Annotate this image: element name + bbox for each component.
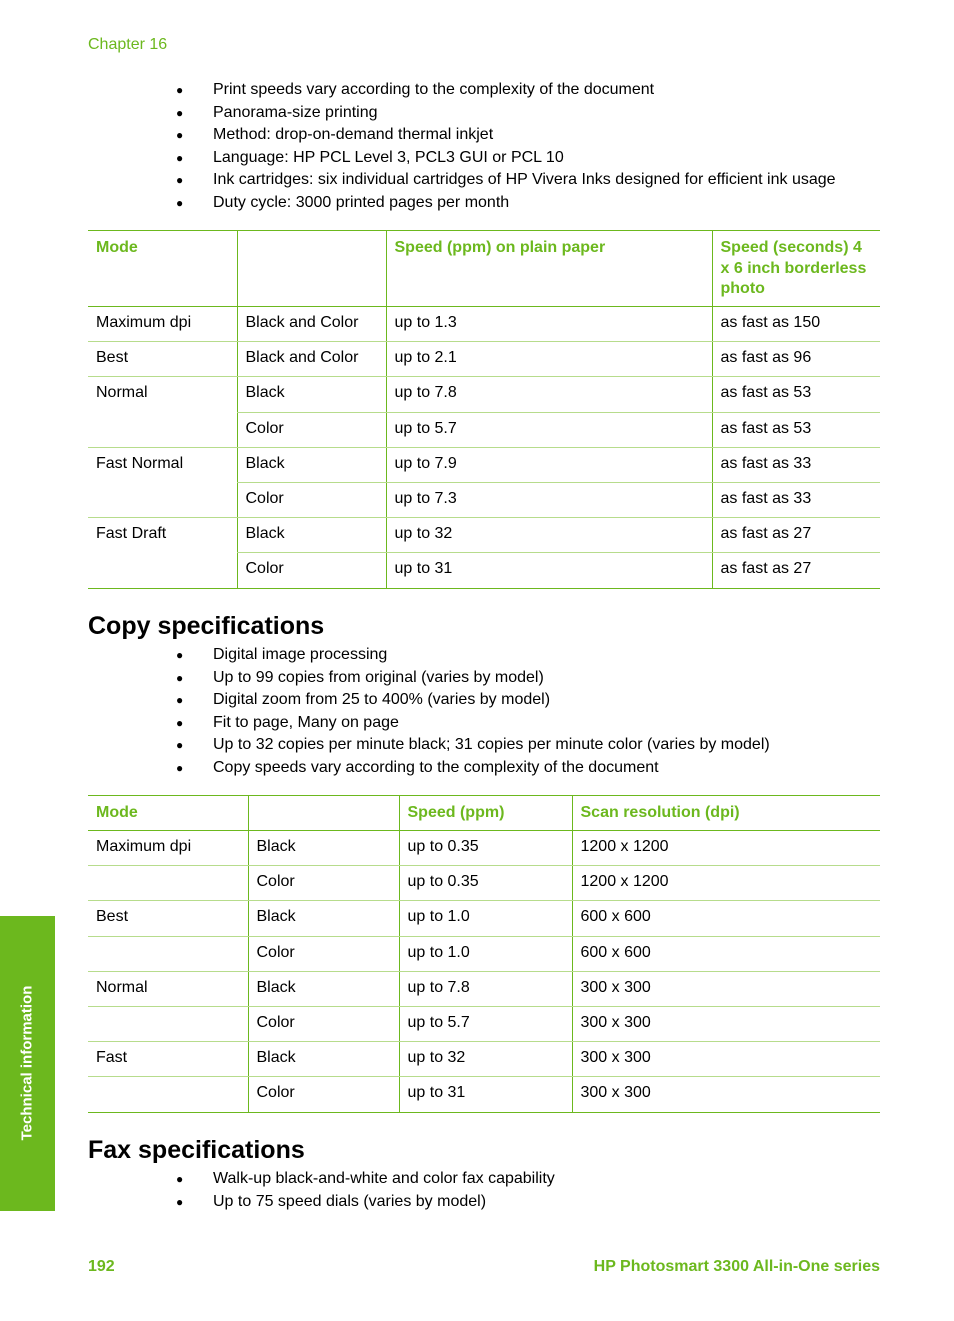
list-item: ● Print speeds vary according to the complexity of the document bbox=[88, 79, 836, 102]
table-cell: up to 32 bbox=[399, 1042, 572, 1077]
table-header-row bbox=[88, 796, 880, 831]
table-row bbox=[88, 412, 880, 447]
list-item: ● Digital image processing bbox=[88, 644, 770, 667]
column-header: Mode bbox=[88, 231, 237, 307]
table-cell: 1200 x 1200 bbox=[572, 866, 880, 901]
list-item: ● Up to 75 speed dials (varies by model) bbox=[88, 1191, 555, 1214]
table-cell: up to 2.1 bbox=[386, 342, 712, 377]
table-cell: Black bbox=[237, 377, 386, 412]
table-cell: as fast as 33 bbox=[712, 482, 880, 517]
table-cell: Black bbox=[248, 971, 399, 1006]
table-cell: up to 31 bbox=[399, 1077, 572, 1112]
table-row bbox=[88, 866, 880, 901]
table-cell: up to 31 bbox=[386, 553, 712, 588]
table-cell: up to 1.3 bbox=[386, 307, 712, 342]
table-cell: as fast as 33 bbox=[712, 447, 880, 482]
table-cell: up to 1.0 bbox=[399, 901, 572, 936]
table-cell: up to 7.9 bbox=[386, 447, 712, 482]
table-cell: Normal bbox=[96, 384, 148, 402]
table-cell: 600 x 600 bbox=[572, 901, 880, 936]
fax-specifications-heading: Fax specifications bbox=[88, 1136, 305, 1164]
table-cell: Color bbox=[237, 482, 386, 517]
table-cell: Color bbox=[248, 866, 399, 901]
table-cell: Black bbox=[237, 518, 386, 553]
table-row bbox=[88, 971, 880, 1006]
table-cell bbox=[88, 1077, 248, 1112]
table-cell bbox=[88, 553, 237, 588]
list-item: ● Up to 32 copies per minute black; 31 copies per minute color (varies by model) bbox=[88, 734, 770, 757]
table-cell: up to 7.8 bbox=[399, 971, 572, 1006]
table-row bbox=[88, 342, 880, 377]
table-row bbox=[88, 518, 880, 553]
fax-spec-list bbox=[88, 1168, 555, 1213]
table-row bbox=[88, 553, 880, 588]
table-header-row bbox=[88, 231, 880, 307]
table-row bbox=[88, 482, 880, 517]
table-cell bbox=[88, 936, 248, 971]
list-item: ● Panorama-size printing bbox=[88, 102, 836, 125]
table-row bbox=[88, 307, 880, 342]
table-cell: up to 5.7 bbox=[386, 412, 712, 447]
table-row bbox=[88, 1006, 880, 1041]
table-cell: up to 0.35 bbox=[399, 831, 572, 866]
table-row bbox=[88, 1077, 880, 1112]
table-cell: Black and Color bbox=[237, 342, 386, 377]
list-item: ● Fit to page, Many on page bbox=[88, 712, 770, 735]
column-header: Speed (ppm) on plain paper bbox=[386, 231, 712, 307]
table-cell: Color bbox=[248, 1077, 399, 1112]
column-header: Speed (seconds) 4 x 6 inch borderless photo bbox=[712, 231, 880, 307]
list-item: ● Copy speeds vary according to the complexity of the document bbox=[88, 757, 770, 780]
table-cell: Color bbox=[248, 936, 399, 971]
table-row bbox=[88, 377, 880, 412]
copy-spec-list bbox=[88, 644, 770, 779]
list-item: ● Duty cycle: 3000 printed pages per month bbox=[88, 192, 836, 215]
table-cell: Black bbox=[237, 447, 386, 482]
table-cell: 300 x 300 bbox=[572, 1042, 880, 1077]
table-cell: Black bbox=[248, 901, 399, 936]
table-cell: Fast Draft bbox=[96, 525, 167, 543]
table-cell: up to 5.7 bbox=[399, 1006, 572, 1041]
column-header bbox=[237, 231, 386, 307]
copy-specifications-heading: Copy specifications bbox=[88, 612, 325, 640]
table-row bbox=[88, 1042, 880, 1077]
table-cell: as fast as 96 bbox=[712, 342, 880, 377]
chapter-label: Chapter 16 bbox=[88, 36, 168, 53]
product-name: HP Photosmart 3300 All-in-One series bbox=[593, 1258, 880, 1275]
table-cell: as fast as 27 bbox=[712, 553, 880, 588]
table-cell: Color bbox=[237, 412, 386, 447]
table-cell: Black bbox=[248, 831, 399, 866]
list-item: ● Ink cartridges: six individual cartridges of HP Vivera Inks designed for efficient ink usage bbox=[88, 169, 836, 192]
table-cell: as fast as 53 bbox=[712, 412, 880, 447]
table-cell: up to 7.8 bbox=[386, 377, 712, 412]
table-cell: Maximum dpi bbox=[88, 831, 248, 866]
table-cell bbox=[88, 1006, 248, 1041]
column-header: Mode bbox=[88, 796, 248, 831]
table-cell: Fast Normal bbox=[96, 454, 184, 472]
table-cell: 300 x 300 bbox=[572, 1006, 880, 1041]
print-spec-list bbox=[88, 79, 836, 214]
table-cell: Normal bbox=[88, 971, 248, 1006]
table-row bbox=[88, 936, 880, 971]
table-cell: as fast as 27 bbox=[712, 518, 880, 553]
table-row bbox=[88, 831, 880, 866]
list-item: ● Digital zoom from 25 to 400% (varies by model) bbox=[88, 689, 770, 712]
table-row bbox=[88, 447, 880, 482]
table-cell bbox=[88, 482, 237, 517]
table-cell: 600 x 600 bbox=[572, 936, 880, 971]
table-cell: 1200 x 1200 bbox=[572, 831, 880, 866]
list-item: ● Walk-up black-and-white and color fax capability bbox=[88, 1168, 555, 1191]
side-tab-label: Technical information bbox=[18, 985, 36, 1141]
table-cell: Maximum dpi bbox=[88, 307, 237, 342]
table-cell: Fast bbox=[88, 1042, 248, 1077]
table-cell bbox=[88, 866, 248, 901]
page-number: 192 bbox=[88, 1258, 115, 1275]
table-cell: Best bbox=[88, 342, 237, 377]
list-item: ● Method: drop-on-demand thermal inkjet bbox=[88, 124, 836, 147]
table-cell: 300 x 300 bbox=[572, 1077, 880, 1112]
column-header: Scan resolution (dpi) bbox=[572, 796, 880, 831]
table-cell: 300 x 300 bbox=[572, 971, 880, 1006]
copy-speed-table bbox=[88, 795, 880, 1113]
section-side-tab bbox=[0, 916, 55, 1211]
table-row bbox=[88, 901, 880, 936]
table-cell: up to 1.0 bbox=[399, 936, 572, 971]
table-cell: Black bbox=[248, 1042, 399, 1077]
list-item: ● Up to 99 copies from original (varies by model) bbox=[88, 667, 770, 690]
table-cell: as fast as 53 bbox=[712, 377, 880, 412]
table-cell: up to 32 bbox=[386, 518, 712, 553]
print-speed-table bbox=[88, 230, 880, 589]
table-cell: Black and Color bbox=[237, 307, 386, 342]
table-cell: Color bbox=[237, 553, 386, 588]
column-header bbox=[248, 796, 399, 831]
column-header: Speed (ppm) bbox=[399, 796, 572, 831]
table-cell: up to 7.3 bbox=[386, 482, 712, 517]
table-cell: up to 0.35 bbox=[399, 866, 572, 901]
table-cell bbox=[88, 412, 237, 447]
table-cell: Best bbox=[88, 901, 248, 936]
list-item: ● Language: HP PCL Level 3, PCL3 GUI or PCL 10 bbox=[88, 147, 836, 170]
table-cell: as fast as 150 bbox=[712, 307, 880, 342]
table-cell: Color bbox=[248, 1006, 399, 1041]
